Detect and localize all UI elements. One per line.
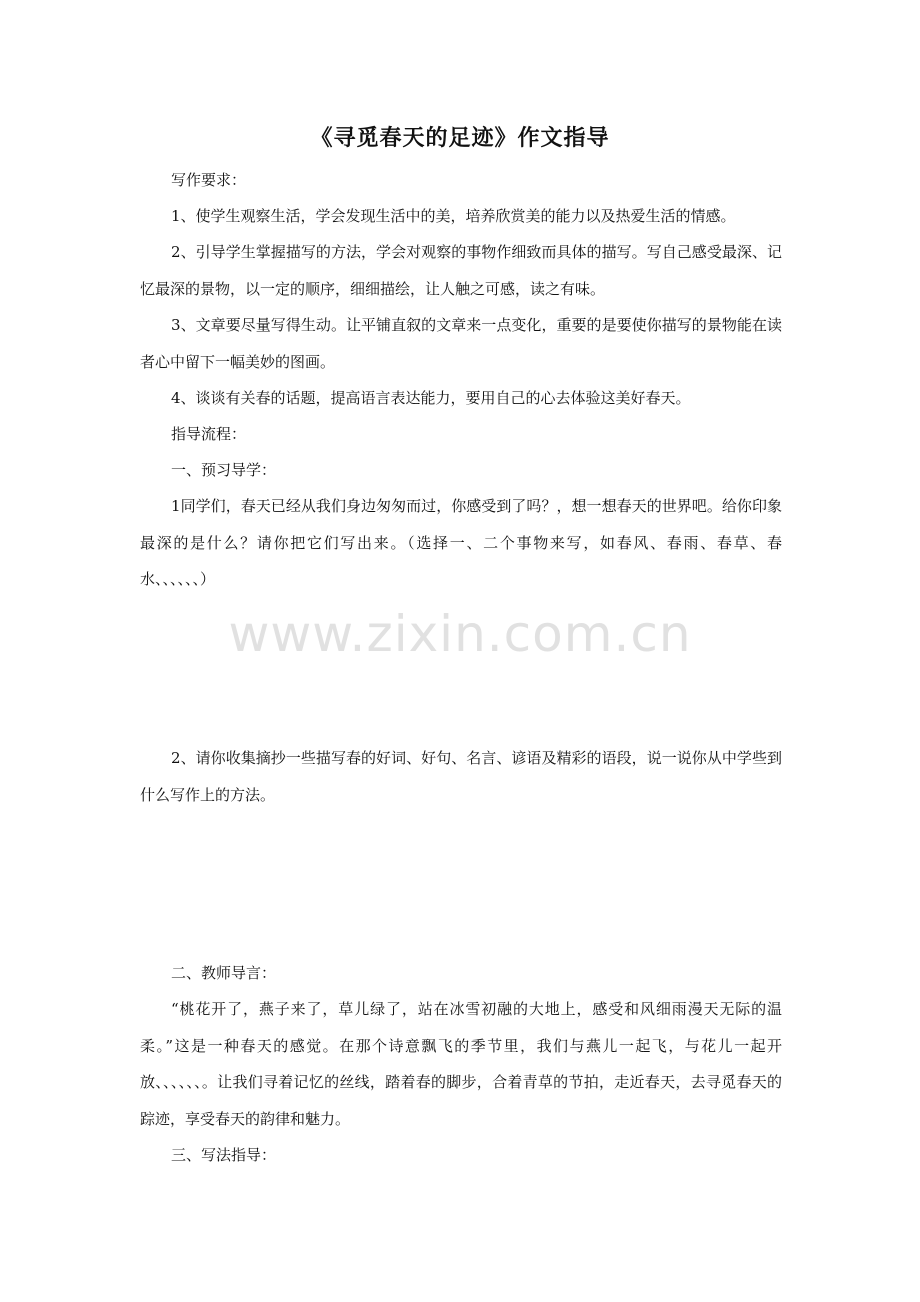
- preview-task-1: 1同学们，春天已经从我们身边匆匆而过，你感受到了吗？，想一想春天的世界吧。给你印象最深的是什么？请你把它们写出来。（选择一、二个事物来写，如春风、春雨、春草、春水、、、、、、）: [140, 497, 782, 588]
- step-heading-preview: 一、预习导学：: [171, 461, 277, 479]
- step-heading-teacher-intro: 二、教师导言：: [171, 964, 277, 982]
- requirement-item-3: 3、文章要尽量写得生动。让平铺直叙的文章来一点变化，重要的是要使你描写的景物能在读者心中留下一幅美妙的图画。: [140, 316, 782, 371]
- preview-task-2: 2、请你收集摘抄一些描写春的好词、好句、名言、谚语及精彩的语段，说一说你从中学些到什么写作上的方法。: [140, 749, 782, 804]
- document-title: 《寻觅春天的足迹》作文指导: [310, 125, 610, 151]
- requirement-item-4: 4、谈谈有关春的话题，提高语言表达能力，要用自己的心去体验这美好春天。: [171, 389, 691, 407]
- requirement-item-2: 2、引导学生掌握描写的方法，学会对观察的事物作细致而具体的描写。写自己感受最深、记忆最深的景物，以一定的顺序，细细描绘，让人触之可感，读之有味。: [140, 243, 782, 298]
- step-heading-writing-guidance: 三、写法指导：: [171, 1146, 277, 1164]
- teacher-intro-text: “桃花开了，燕子来了，草儿绿了，站在冰雪初融的大地上，感受和风细雨漫天无际的温柔。”这是一种春天的感觉。在那个诗意飘飞的季节里，我们与燕儿一起飞，与花儿一起开放、、、、、、。让我们寻着记忆的丝线，踏着春的脚步，合着青草的节拍，走近春天，去寻觅春天的踪迹，享受春天的韵律和魅力。: [140, 1000, 782, 1128]
- requirement-item-1: 1、使学生观察生活，学会发现生活中的美，培养欣赏美的能力以及热爱生活的情感。: [171, 207, 736, 225]
- section-heading-writing-requirements: 写作要求：: [171, 171, 247, 189]
- watermark: www.zixin.com.cn: [228, 605, 692, 663]
- section-heading-guidance-process: 指导流程：: [171, 425, 247, 443]
